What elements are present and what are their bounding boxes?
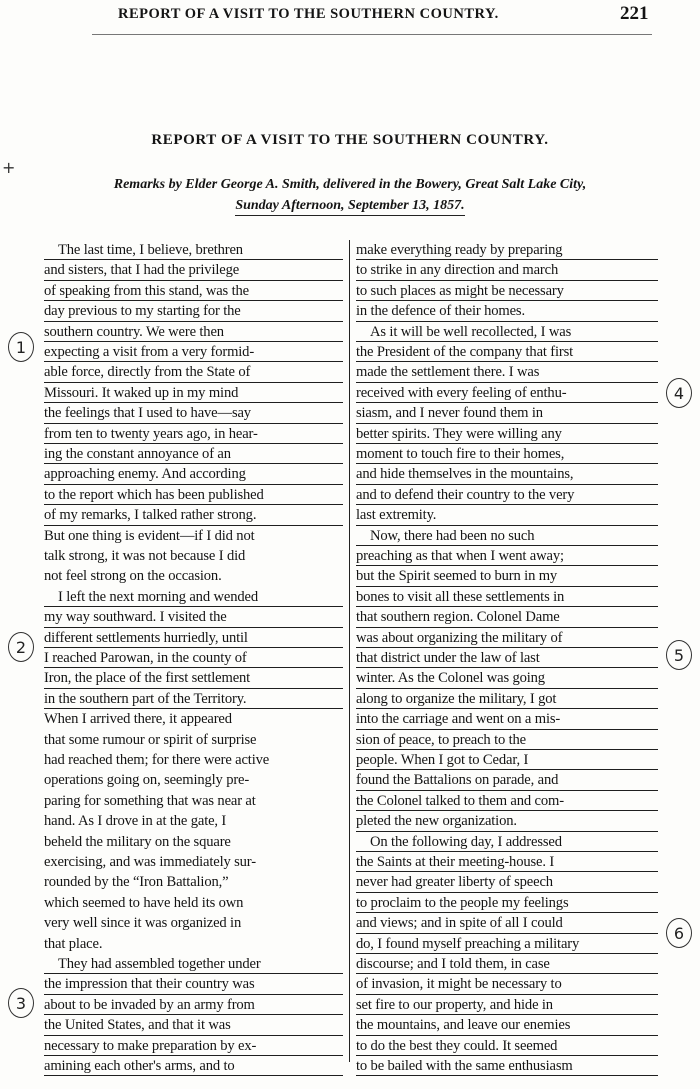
article-date: Sunday Afternoon, September 13, 1857. [235, 198, 464, 216]
text-line: was about organizing the military of [356, 628, 658, 648]
text-line: different settlements hurriedly, until [44, 628, 343, 648]
text-line: bones to visit all these settlements in [356, 587, 658, 607]
text-line: had reached them; for there were active [44, 752, 270, 768]
text-line: amining each other's arms, and to [44, 1056, 343, 1076]
text-line: not feel strong on the occasion. [44, 568, 222, 585]
text-line: the mountains, and leave our enemies [356, 1015, 658, 1035]
text-line: Missouri. It waked up in my mind [44, 383, 343, 403]
text-line: my way southward. I visited the [44, 607, 343, 627]
text-line: hand. As I drove in at the gate, I [44, 813, 227, 830]
text-line: better spirits. They were willing any [356, 424, 658, 444]
text-line: very well since it was organized in [44, 915, 242, 932]
text-line: paring for something that was near at [44, 792, 256, 809]
text-line: never had greater liberty of speech [356, 872, 658, 892]
text-line: The last time, I believe, brethren [44, 240, 343, 260]
text-line: which seemed to have held its own [44, 894, 244, 911]
text-line: to proclaim to the people my feelings [356, 893, 658, 913]
text-line: that district under the law of last [356, 648, 658, 668]
article-subtitle-line1: Remarks by Elder George A. Smith, delivered in the Bowery, Great Salt Lake City, [113, 177, 587, 192]
text-line: of invasion, it might be necessary to [356, 974, 658, 994]
text-line: On the following day, I addressed [356, 832, 658, 852]
text-line: rounded by the “Iron Battalion,” [44, 874, 229, 891]
text-line: and to defend their country to the very [356, 485, 658, 505]
margin-mark-6: 6 [666, 918, 692, 948]
text-line: day previous to my starting for the [44, 301, 343, 321]
text-line: but the Spirit seemed to burn in my [356, 566, 658, 586]
text-line: able force, directly from the State of [44, 362, 343, 382]
text-line: of speaking from this stand, was the [44, 281, 343, 301]
text-line: in the defence of their homes. [356, 301, 658, 321]
text-line: winter. As the Colonel was going [356, 668, 658, 688]
article-title: REPORT OF A VISIT TO THE SOUTHERN COUNTRY. [151, 132, 549, 148]
text-line: and hide themselves in the mountains, [356, 464, 658, 484]
text-line: made the settlement there. I was [356, 362, 658, 382]
text-line: make everything ready by preparing [356, 240, 658, 260]
text-line: They had assembled together under [44, 954, 343, 974]
text-line: ing the constant annoyance of an [44, 444, 343, 464]
text-line: operations going on, seemingly pre- [44, 772, 250, 789]
text-line: preaching as that when I went away; [356, 546, 658, 566]
text-line: exercising, and was immediately sur- [44, 854, 256, 870]
text-line: and sisters, that I had the privilege [44, 260, 343, 280]
text-line: I left the next morning and wended [44, 587, 343, 607]
text-line: I reached Parowan, in the county of [44, 648, 343, 668]
text-line: Now, there had been no such [356, 526, 658, 546]
text-line: the Colonel talked to them and com- [356, 791, 658, 811]
text-line: the feelings that I used to have—say [44, 403, 343, 423]
text-line: approaching enemy. And according [44, 464, 343, 484]
text-line: the President of the company that first [356, 342, 658, 362]
text-line: from ten to twenty years ago, in hear- [44, 424, 343, 444]
running-head [0, 3, 700, 28]
text-line: pleted the new organization. [356, 811, 658, 831]
margin-mark-1: 1 [8, 332, 34, 362]
text-line: expecting a visit from a very formid- [44, 342, 343, 362]
running-head-title: REPORT OF A VISIT TO THE SOUTHERN COUNTRY. [118, 6, 499, 22]
margin-mark-4: 4 [666, 378, 692, 408]
text-line: last extremity. [356, 505, 658, 525]
text-line: to such places as might be necessary [356, 281, 658, 301]
text-line: about to be invaded by an army from [44, 995, 343, 1015]
text-line: When I arrived there, it appeared [44, 711, 232, 728]
running-head-rule [92, 34, 652, 35]
margin-mark-3: 3 [8, 988, 34, 1018]
text-line: talk strong, it was not because I did [44, 548, 246, 564]
text-line: southern country. We were then [44, 322, 343, 342]
text-line: siasm, and I never found them in [356, 403, 658, 423]
text-line: that some rumour or spirit of surprise [44, 731, 257, 748]
text-line: to strike in any direction and march [356, 260, 658, 280]
text-line: received with every feeling of enthu- [356, 383, 658, 403]
text-line: along to organize the military, I got [356, 689, 658, 709]
page-number: 221 [620, 3, 649, 24]
text-line: that southern region. Colonel Dame [356, 607, 658, 627]
text-line: the United States, and that it was [44, 1015, 343, 1035]
text-line: to be bailed with the same enthusiasm [356, 1056, 658, 1076]
margin-mark-2: 2 [8, 632, 34, 662]
text-line: the impression that their country was [44, 974, 343, 994]
text-line: into the carriage and went on a mis- [356, 709, 658, 729]
text-line: people. When I got to Cedar, I [356, 750, 658, 770]
text-line: set fire to our property, and hide in [356, 995, 658, 1015]
text-line: that place. [44, 935, 103, 952]
text-line: Iron, the place of the first settlement [44, 668, 343, 688]
text-line: to do the best they could. It seemed [356, 1036, 658, 1056]
text-line: do, I found myself preaching a military [356, 934, 658, 954]
text-line: found the Battalions on parade, and [356, 770, 658, 790]
text-line: moment to touch fire to their homes, [356, 444, 658, 464]
article-subtitle-line2 [20, 198, 680, 214]
text-line: discourse; and I told them, in case [356, 954, 658, 974]
text-line: beheld the military on the square [44, 833, 231, 850]
text-line: necessary to make preparation by ex- [44, 1036, 343, 1056]
text-line: and views; and in spite of all I could [356, 913, 658, 933]
column-divider [349, 240, 350, 1062]
margin-mark-5: 5 [666, 640, 692, 670]
text-line: As it will be well recollected, I was [356, 322, 658, 342]
text-line: in the southern part of the Territory. [44, 689, 343, 709]
text-line: of my remarks, I talked rather strong. [44, 505, 343, 525]
text-line: the Saints at their meeting-house. I [356, 852, 658, 872]
text-line: sion of peace, to preach to the [356, 730, 658, 750]
text-line: But one thing is evident—if I did not [44, 527, 255, 544]
text-line: to the report which has been published [44, 485, 343, 505]
margin-tick-mark: + [2, 158, 16, 177]
